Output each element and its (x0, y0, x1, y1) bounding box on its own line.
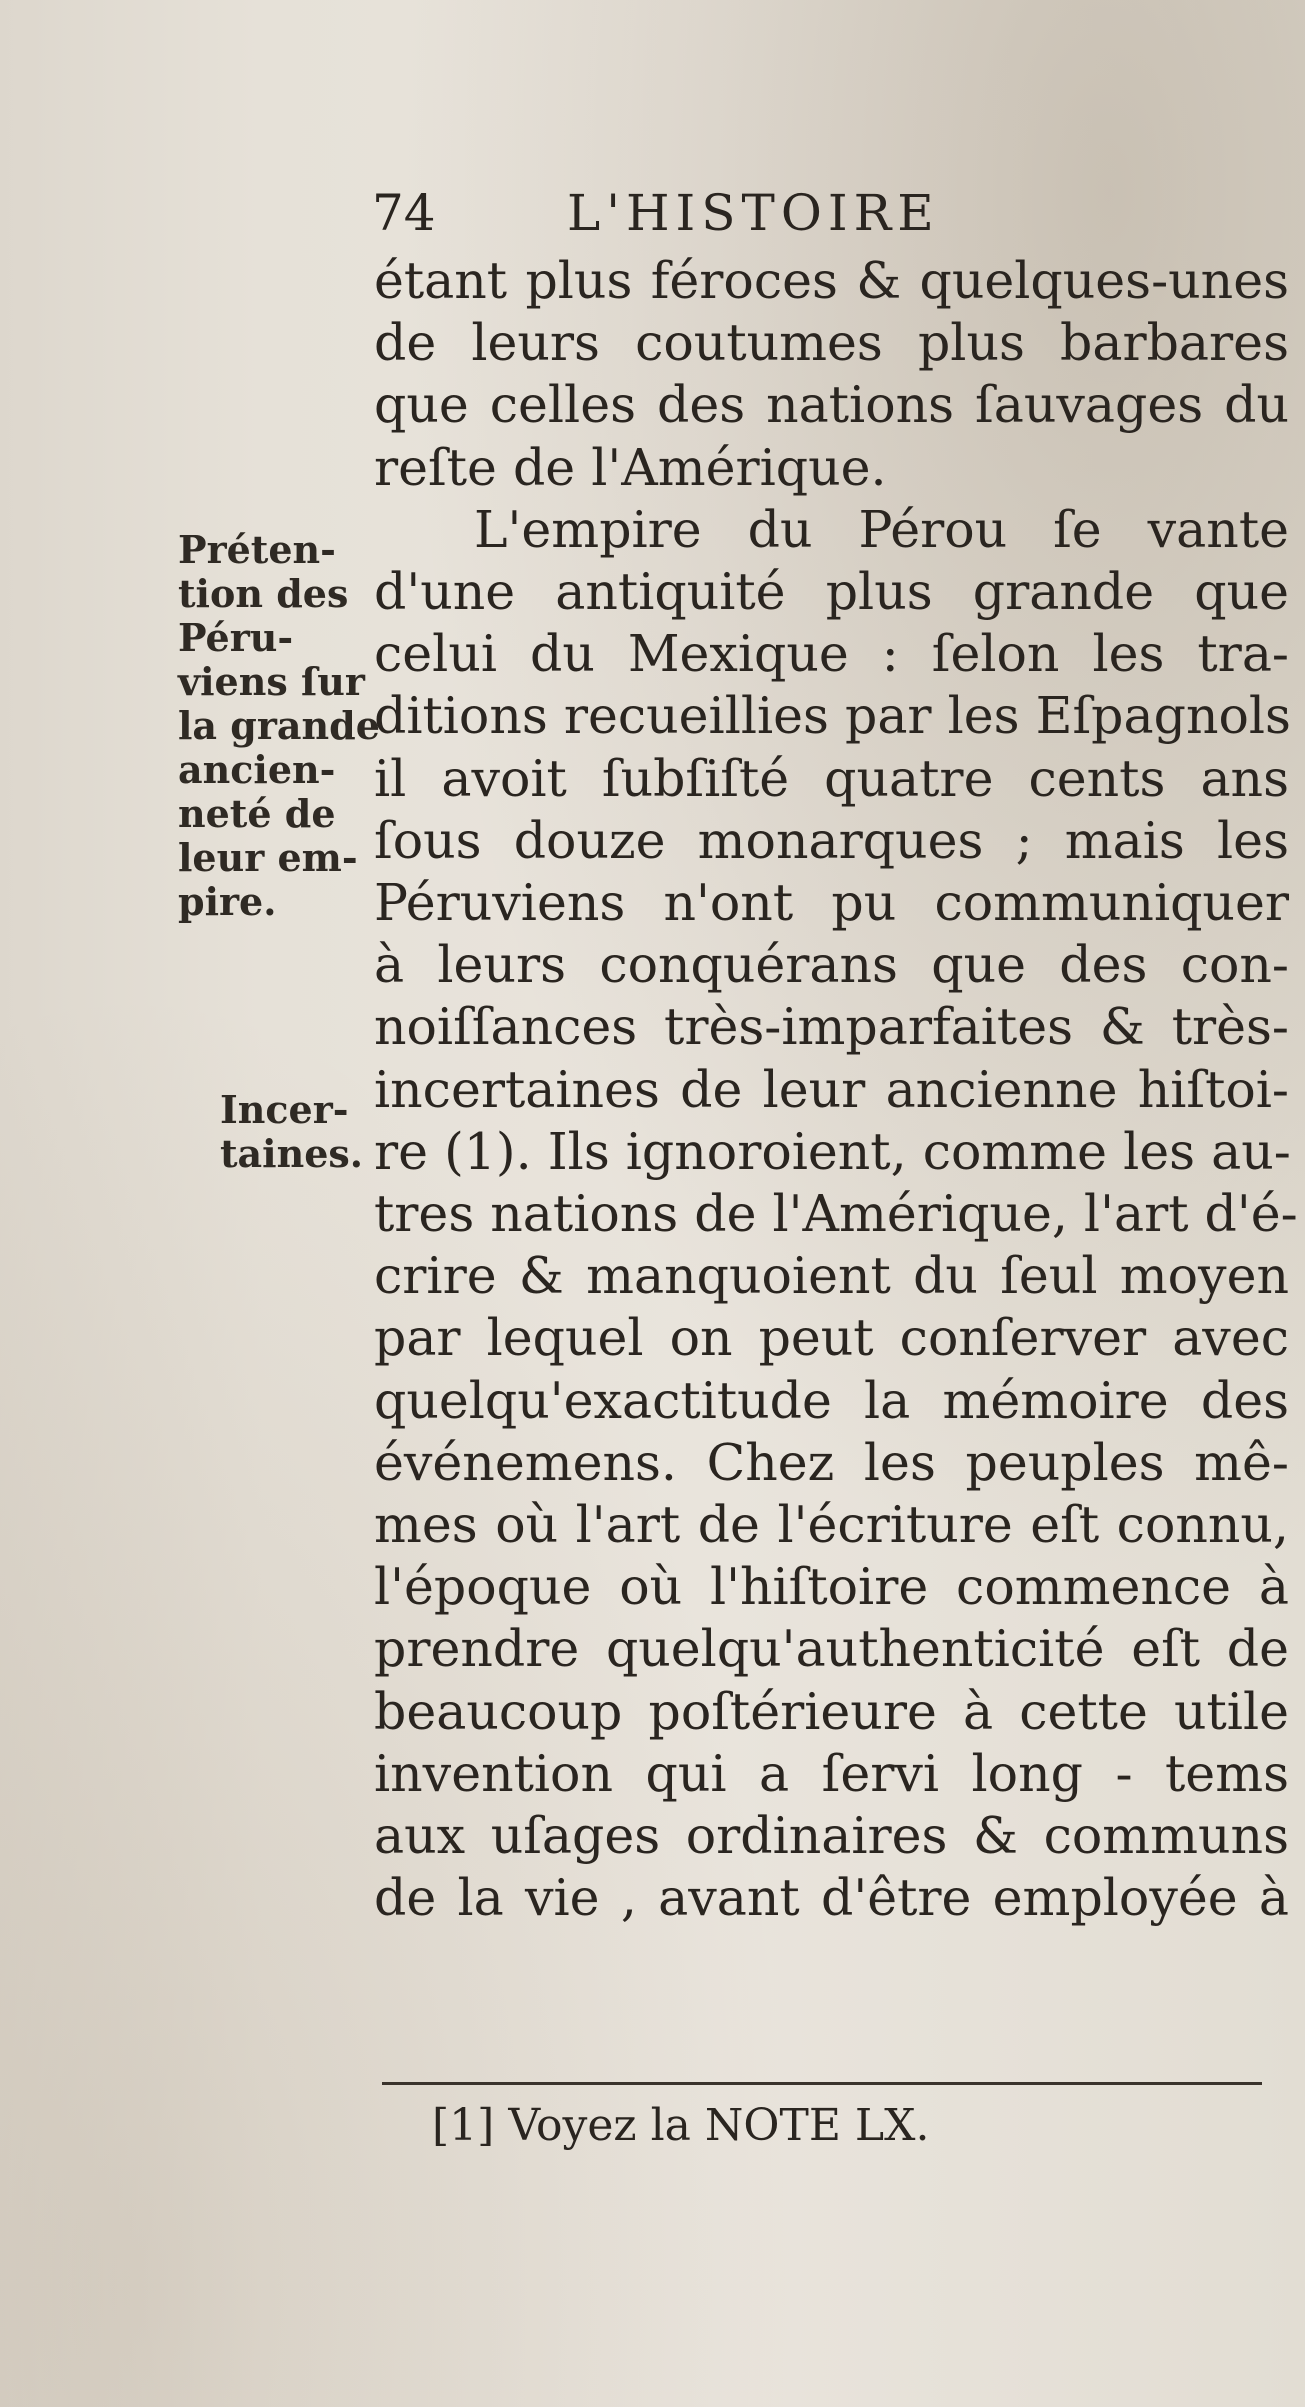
footnote-divider (382, 2082, 1262, 2085)
page-number: 74 (372, 184, 436, 242)
text-line: ſous douze monarques ; mais les (374, 810, 1289, 870)
text-line: étant plus féroces & quelques-unes (374, 251, 1289, 310)
margin-note-line: Préten- (178, 527, 336, 572)
text-line: événemens. Chez les peuples mê- (374, 1432, 1289, 1492)
margin-note-line: leur em- (178, 835, 358, 880)
text-line: par lequel on peut conſerver avec (374, 1308, 1289, 1368)
margin-note-pretention (178, 528, 380, 924)
text-line: crire & manquoient du ſeul moyen (374, 1246, 1289, 1306)
margin-note-line: tion des (178, 571, 349, 616)
text-line: incertaines de leur ancienne hiſtoi- (374, 1059, 1289, 1119)
text-line: invention qui a ſervi long - tems (374, 1743, 1289, 1803)
margin-note-incertaines (220, 1088, 363, 1176)
margin-note-line: ancien- (178, 747, 336, 792)
text-line: d'une antiquité plus grande que (374, 562, 1289, 622)
text-line: L'empire du Pérou ſe vante (474, 499, 1289, 559)
margin-note-line: taines. (220, 1131, 364, 1176)
text-line: l'époque où l'hiſtoire commence à (374, 1557, 1289, 1617)
text-line: de la vie , avant d'être employée à (374, 1868, 1289, 1928)
text-line: de leurs coutumes plus barbares (374, 313, 1289, 373)
main-text-block (374, 250, 1298, 1929)
text-line: noiſſances très-imparfaites & très- (374, 997, 1289, 1057)
margin-note-line: Incer- (220, 1087, 349, 1132)
text-line: prendre quelqu'authenticité eſt de (374, 1619, 1289, 1679)
text-line: que celles des nations ſauvages du (374, 375, 1289, 435)
margin-note-line: la grande (178, 703, 380, 748)
margin-note-line: Péru- (178, 615, 294, 660)
text-line: quelqu'exactitude la mémoire des (374, 1370, 1289, 1430)
margin-note-line: neté de (178, 791, 336, 836)
text-line: re (1). Ils ignoroient, comme les au- (374, 1121, 1291, 1181)
text-line: Péruviens n'ont pu communiquer (374, 873, 1289, 933)
text-line: reſte de l'Amérique. (374, 437, 887, 497)
text-line: aux uſages ordinaires & communs (374, 1806, 1289, 1866)
text-line: à leurs conquérans que des con- (374, 935, 1289, 995)
text-line: celui du Mexique : ſelon les tra- (374, 624, 1289, 684)
text-line: ditions recueillies par les Eſpagnols (374, 686, 1291, 746)
text-line: beaucoup poſtérieure à cette utile (374, 1681, 1289, 1741)
text-line: il avoit ſubſiſté quatre cents ans (374, 748, 1289, 808)
text-line: mes où l'art de l'écriture eſt connu, (374, 1495, 1289, 1555)
margin-note-line: viens ſur (178, 659, 365, 704)
running-title: L'HISTOIRE (567, 184, 940, 242)
page-header (372, 178, 1052, 248)
margin-note-line: pire. (178, 879, 277, 924)
text-line: tres nations de l'Amérique, l'art d'é- (374, 1184, 1298, 1244)
footnote: [1] Voyez la NOTE LX. (432, 2100, 930, 2151)
